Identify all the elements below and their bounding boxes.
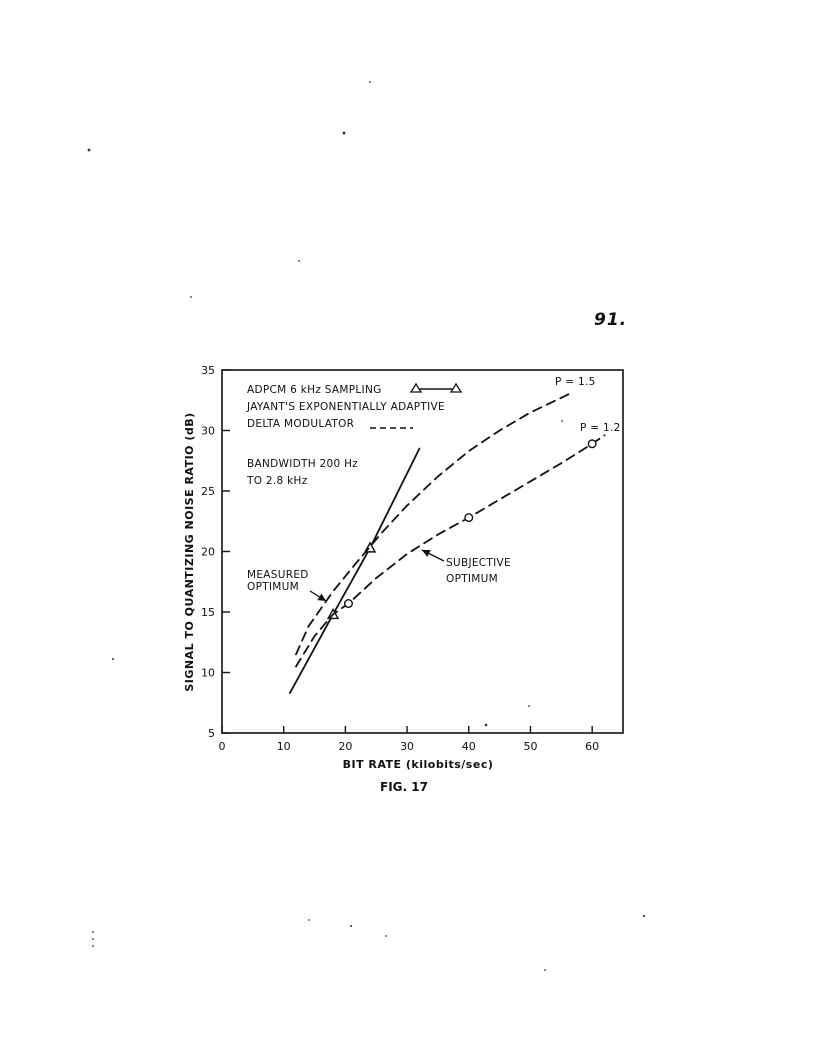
annotation-subjective-line2: OPTIMUM <box>446 573 499 585</box>
annotation-subjective-line1: SUBJECTIVE <box>446 557 511 569</box>
scan-specks <box>88 81 646 971</box>
legend-jayant-line1: JAYANT'S EXPONENTIALLY ADAPTIVE <box>247 401 445 413</box>
legend-adpcm-swatch <box>411 384 461 392</box>
x-tick-label: 10 <box>276 740 291 753</box>
bandwidth-note <box>246 458 358 487</box>
annotation-measured-line1: MEASURED <box>247 569 309 581</box>
x-tick-label: 0 <box>218 740 226 753</box>
figure-caption: FIG. 17 <box>380 780 428 794</box>
x-tick-label: 50 <box>523 740 538 753</box>
series-line-0 <box>290 449 420 693</box>
y-axis-label: SIGNAL TO QUANTIZING NOISE RATIO (dB) <box>183 412 196 692</box>
x-tick-label: 20 <box>338 740 353 753</box>
series-line-1 <box>296 392 574 655</box>
bandwidth-line2: TO 2.8 kHz <box>247 475 308 487</box>
legend-adpcm-label: ADPCM 6 kHz SAMPLING <box>247 384 382 396</box>
series-layer <box>290 392 605 693</box>
annotation-measured-arrow <box>310 591 326 601</box>
curve-label-p12: P = 1.2 <box>580 422 621 434</box>
curve-label-p15: P = 1.5 <box>555 376 596 388</box>
y-tick-label: 5 <box>208 727 215 740</box>
y-tick-label: 25 <box>201 485 215 498</box>
circle-marker <box>345 600 353 608</box>
circle-marker <box>588 440 596 448</box>
x-tick-label: 60 <box>585 740 600 753</box>
y-tick-label: 10 <box>201 666 215 680</box>
circle-marker <box>465 514 473 522</box>
bandwidth-line1: BANDWIDTH 200 Hz <box>247 458 359 470</box>
y-tick-label: 20 <box>201 545 215 559</box>
x-axis-label: BIT RATE (kilobits/sec) <box>342 758 494 771</box>
annotation-subjective <box>422 550 511 585</box>
x-tick-label: 30 <box>400 740 415 753</box>
y-tick-label: 15 <box>201 606 215 619</box>
legend <box>246 384 461 430</box>
annotation-measured <box>247 569 326 601</box>
y-tick-label: 30 <box>201 424 215 438</box>
annotation-measured-line2: OPTIMUM <box>247 581 300 593</box>
page-number: 91. <box>594 310 628 330</box>
legend-jayant-line2: DELTA MODULATOR <box>247 418 355 430</box>
annotation-subjective-arrow <box>422 550 444 561</box>
y-tick-label: 35 <box>201 364 215 377</box>
x-tick-label: 40 <box>461 740 476 753</box>
